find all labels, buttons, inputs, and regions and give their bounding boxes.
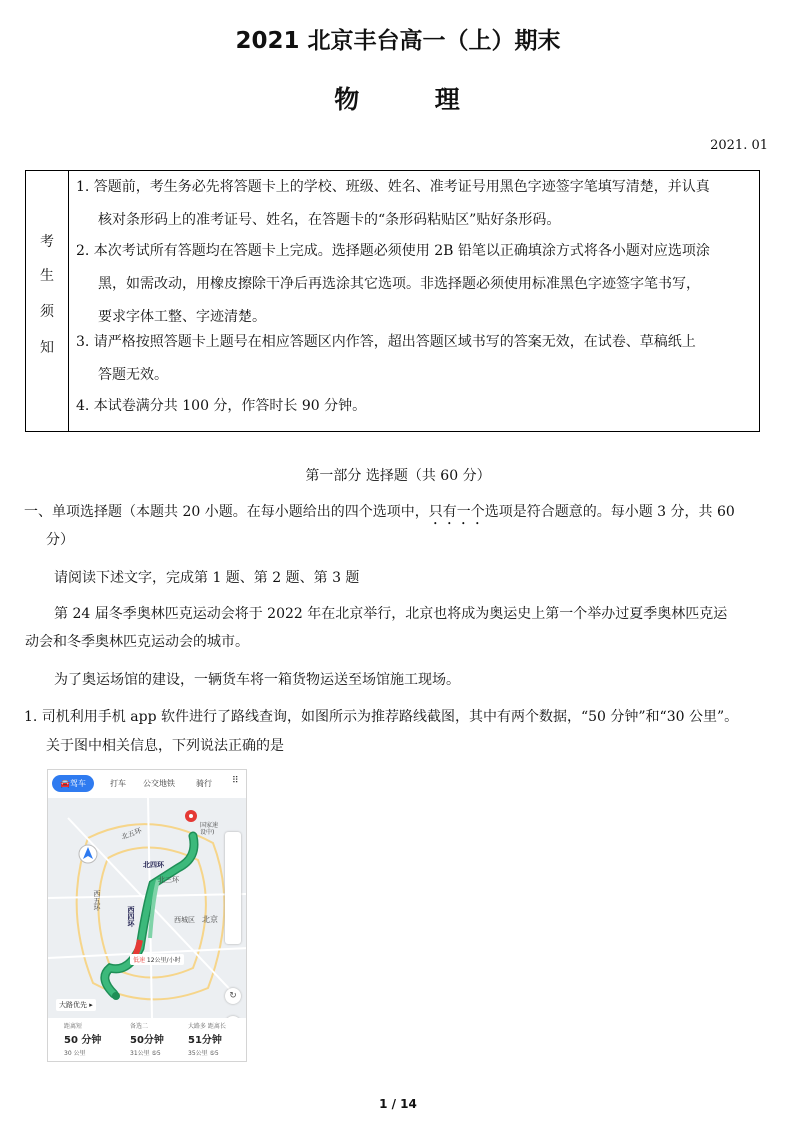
route-distance: 35公里 ⑤5 — [188, 1050, 219, 1057]
notice-item-2 — [76, 235, 754, 334]
route-option-1[interactable] — [64, 1021, 124, 1057]
page-number: 1 / 14 — [379, 1097, 417, 1111]
candidate-notice-box — [25, 170, 760, 432]
tab-bike[interactable]: 骑行 — [196, 779, 212, 788]
question-1-stem: 1. 司机利用手机 app 软件进行了路线查询，如图所示为推荐路线截图，其中有两个数据，“50 分钟”和“30 公里”。 — [24, 709, 739, 725]
exam-date: 2021. 01 — [710, 138, 768, 153]
route-strategy[interactable]: 大路优先 ▸ — [56, 999, 96, 1011]
route-option-2[interactable] — [130, 1021, 190, 1057]
notice-line: 核对条形码上的准考证号、姓名，在答题卡的“条形码粘贴区”贴好条形码。 — [98, 212, 561, 228]
notice-line: 答题无效。 — [98, 367, 168, 383]
destination-pin-dot — [189, 814, 193, 818]
road-label: 北三环 — [158, 876, 179, 884]
notice-line: 3. 请严格按照答题卡上题号在相应答题区内作答，超出答题区域书写的答案无效，在试卷、草稿纸上 — [76, 334, 696, 350]
route-tag: 大路多 距离长 — [188, 1023, 226, 1030]
route-option-3[interactable] — [188, 1021, 247, 1057]
section-heading-cont: 分） — [46, 532, 74, 548]
poi-label: 国家速 设中) — [200, 822, 219, 836]
route-tag: 备选二 — [130, 1023, 149, 1030]
exam-title: 2021 北京丰台高一（上）期末 — [235, 28, 561, 54]
section-heading-text: 一、单项选择题（本题共 20 小题。在每小题给出的四个选项中， — [24, 504, 429, 520]
route-distance: 30 公里 — [64, 1050, 86, 1057]
road-label: 北四环 — [143, 861, 164, 869]
road-label: 西四环 — [127, 906, 135, 927]
road-label: 北五环 — [120, 826, 143, 842]
notice-label-char: 生 — [40, 268, 54, 284]
route-distance: 31公里 ⑤5 — [130, 1050, 161, 1057]
transport-tabs — [48, 770, 246, 798]
question-1-stem-cont: 关于图中相关信息，下列说法正确的是 — [46, 738, 284, 754]
section-heading-text: 选项是符合题意的。每小题 3 分，共 60 — [484, 504, 735, 520]
tab-drive[interactable] — [52, 775, 94, 792]
subject-title — [0, 80, 796, 116]
road-label: 西五环 — [93, 890, 101, 911]
tab-taxi[interactable]: 打车 — [110, 779, 126, 788]
traffic-speed-tag — [130, 954, 184, 965]
notice-label-char: 须 — [40, 304, 54, 320]
route-time: 51分钟 — [188, 1035, 222, 1046]
speed-value: 12公里/小时 — [145, 957, 181, 964]
subject-char-1: 物 — [334, 85, 362, 114]
reading-intro: 请阅读下述文字，完成第 1 题、第 2 题、第 3 题 — [54, 570, 360, 586]
tab-drive-label: 驾车 — [69, 779, 86, 788]
route-tag: 距离短 — [64, 1023, 83, 1030]
start-point-icon — [112, 992, 120, 1000]
district-label: 西城区 — [174, 916, 195, 924]
car-icon: 🚘 — [60, 779, 70, 788]
map-view[interactable] — [48, 798, 246, 1018]
part-title: 第一部分 选择题（共 60 分） — [305, 468, 491, 484]
passage-line: 动会和冬季奥林匹克运动会的城市。 — [25, 634, 249, 650]
notice-line: 要求字体工整、字迹清楚。 — [98, 309, 266, 325]
refresh-icon[interactable]: ↻ — [225, 988, 241, 1004]
notice-label-char: 考 — [40, 234, 54, 250]
notice-line: 黑，如需改动，用橡皮擦除干净后再选涂其它选项。非选择题必须使用标准黑色字迹签字笔书写， — [98, 276, 700, 292]
notice-item-4 — [76, 390, 754, 423]
route-time: 50 分钟 — [64, 1035, 102, 1046]
tab-transit[interactable]: 公交地铁 — [143, 779, 175, 788]
notice-label — [26, 171, 69, 431]
route-screenshot — [47, 769, 247, 1062]
notice-label-char: 知 — [40, 340, 54, 356]
grid-menu-icon[interactable]: ⠿ — [232, 776, 239, 786]
notice-item-1 — [76, 171, 754, 237]
notice-item-3 — [76, 326, 754, 392]
route-time: 50分钟 — [130, 1035, 164, 1046]
subject-char-2: 理 — [434, 85, 462, 114]
section-heading — [24, 502, 735, 528]
passage-line: 第 24 届冬季奥林匹克运动会将于 2022 年在北京举行，北京也将成为奥运史上第一个举办过夏季奥林匹克运 — [54, 606, 728, 622]
notice-line: 1. 答题前，考生务必先将答题卡上的学校、班级、姓名、准考证号用黑色字迹签字笔填写清楚，并认真 — [76, 179, 710, 195]
notice-line: 4. 本试卷满分共 100 分，作答时长 90 分钟。 — [76, 398, 367, 414]
map-tool-panel — [225, 832, 241, 944]
emphasis-text: 只有一个 — [428, 504, 485, 520]
speed-prefix: 低速 — [133, 957, 146, 964]
city-label: 北京 — [202, 915, 218, 924]
route-options — [48, 1018, 246, 1062]
notice-line: 2. 本次考试所有答题均在答题卡上完成。选择题必须使用 2B 铅笔以正确填涂方式将各小题对应选项涂 — [76, 243, 710, 259]
passage-line: 为了奥运场馆的建设，一辆货车将一箱货物运送至场馆施工现场。 — [54, 672, 460, 688]
